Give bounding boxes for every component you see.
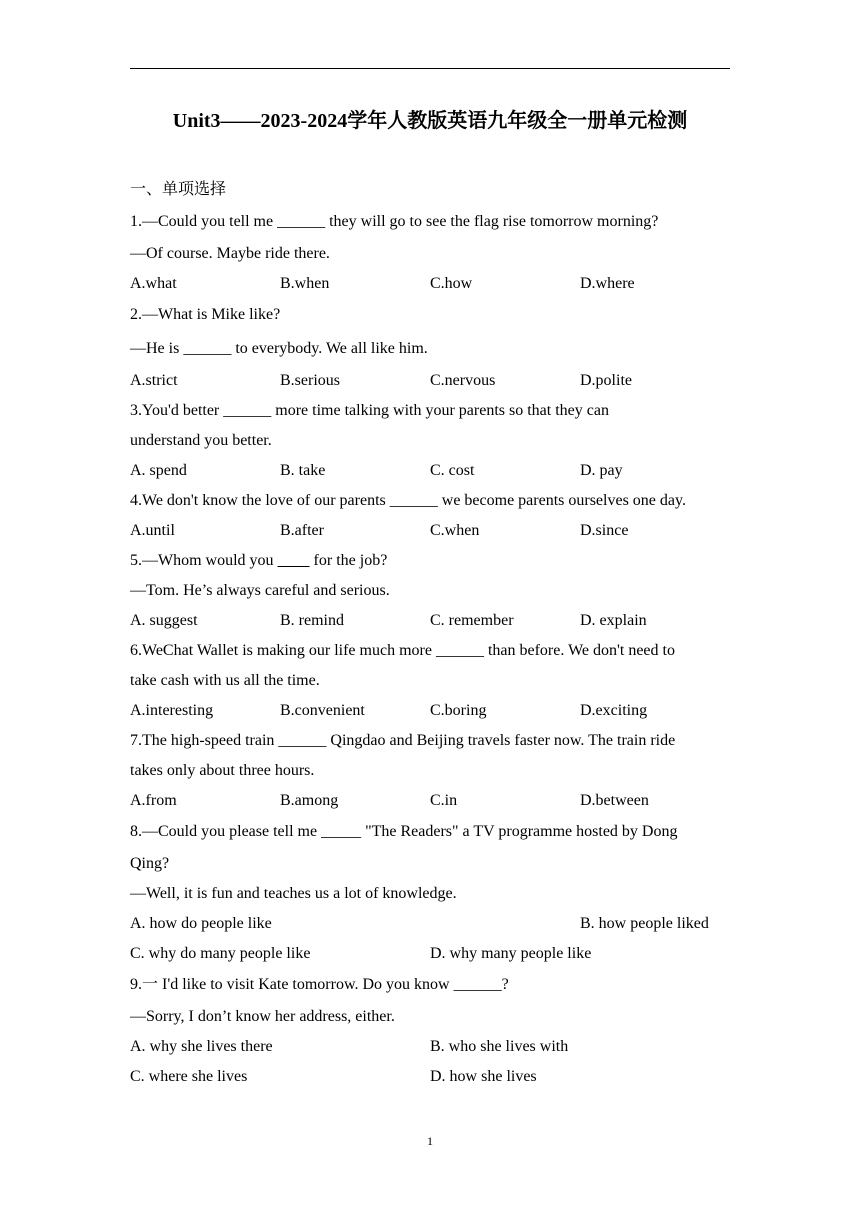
question-6-option-a: A.interesting (130, 702, 214, 719)
question-1-option-b: B.when (280, 275, 330, 292)
question-2-option-a: A.strict (130, 372, 178, 389)
question-1-option-a: A.what (130, 275, 177, 292)
question-5-option-a: A. suggest (130, 612, 198, 629)
question-4-option-c: C.when (430, 522, 480, 539)
question-9-option-c: C. where she lives (130, 1068, 248, 1085)
question-9-option-d: D. how she lives (430, 1068, 537, 1085)
question-8-option-b: B. how people liked (580, 915, 709, 932)
question-6-stem: 6.WeChat Wallet is making our life much more ______ than before. We don't need to (130, 642, 675, 659)
question-3-stem-continued: understand you better. (130, 432, 272, 449)
question-1-stem: 1.—Could you tell me ______ they will go to see the flag rise tomorrow morning? (130, 213, 659, 230)
question-2-option-d: D.polite (580, 372, 632, 389)
question-9-stem: 9.一 I'd like to visit Kate tomorrow. Do you know ______? (130, 976, 509, 993)
question-7-option-c: C.in (430, 792, 458, 809)
question-9-option-b: B. who she lives with (430, 1038, 569, 1055)
question-4-option-b: B.after (280, 522, 324, 539)
question-6-option-c: C.boring (430, 702, 487, 719)
question-5-stem-end: for the job? (309, 552, 388, 569)
question-8-option-c: C. why do many people like (130, 945, 311, 962)
question-4-stem: 4.We don't know the love of our parents ______ we become parents ourselves one day. (130, 492, 686, 509)
question-2-option-c: C.nervous (430, 372, 496, 389)
question-7-stem: 7.The high-speed train ______ Qingdao and Beijing travels faster now. The train ride (130, 732, 676, 749)
question-5-option-b: B. remind (280, 612, 344, 629)
question-3-stem: 3.You'd better ______ more time talking with your parents so that they can (130, 402, 609, 419)
question-6-option-b: B.convenient (280, 702, 365, 719)
question-5-stem (130, 551, 387, 571)
question-3-option-a: A. spend (130, 462, 187, 479)
question-5-blank (278, 552, 310, 569)
question-8-option-d: D. why many people like (430, 945, 592, 962)
question-3-option-d: D. pay (580, 462, 623, 479)
question-7-option-b: B.among (280, 792, 339, 809)
question-3-option-b: B. take (280, 462, 326, 479)
question-4-option-d: D.since (580, 522, 629, 539)
question-7-option-d: D.between (580, 792, 649, 809)
question-8-reply: —Well, it is fun and teaches us a lot of knowledge. (130, 885, 457, 902)
question-2-stem: 2.—What is Mike like? (130, 306, 281, 323)
question-7-option-a: A.from (130, 792, 177, 809)
question-8-stem-continued: Qing? (130, 855, 170, 872)
question-4-option-a: A.until (130, 522, 175, 539)
question-1-option-d: D.where (580, 275, 635, 292)
question-2-option-b: B.serious (280, 372, 340, 389)
question-8-stem: 8.—Could you please tell me _____ "The Readers" a TV programme hosted by Dong (130, 823, 678, 840)
question-6-stem-continued: take cash with us all the time. (130, 672, 320, 689)
page-title: Unit3——2023-2024学年人教版英语九年级全一册单元检测 (172, 110, 688, 132)
section-heading: 一、单项选择 (130, 181, 227, 198)
question-5-option-c: C. remember (430, 612, 514, 629)
question-8-option-a: A. how do people like (130, 915, 272, 932)
question-3-option-c: C. cost (430, 462, 475, 479)
question-5-stem-start: 5.—Whom would you (130, 552, 278, 569)
question-1-option-c: C.how (430, 275, 473, 292)
question-5-option-d: D. explain (580, 612, 647, 629)
question-2-reply: —He is ______ to everybody. We all like him. (130, 340, 428, 357)
header-rule (130, 68, 730, 69)
page-number: 1 (427, 1134, 433, 1148)
question-9-reply: —Sorry, I don’t know her address, either. (130, 1008, 395, 1025)
question-5-reply: —Tom. He’s always careful and serious. (130, 582, 390, 599)
question-6-option-d: D.exciting (580, 702, 648, 719)
question-7-stem-continued: takes only about three hours. (130, 762, 315, 779)
question-9-option-a: A. why she lives there (130, 1038, 273, 1055)
question-1-reply: —Of course. Maybe ride there. (130, 245, 330, 262)
